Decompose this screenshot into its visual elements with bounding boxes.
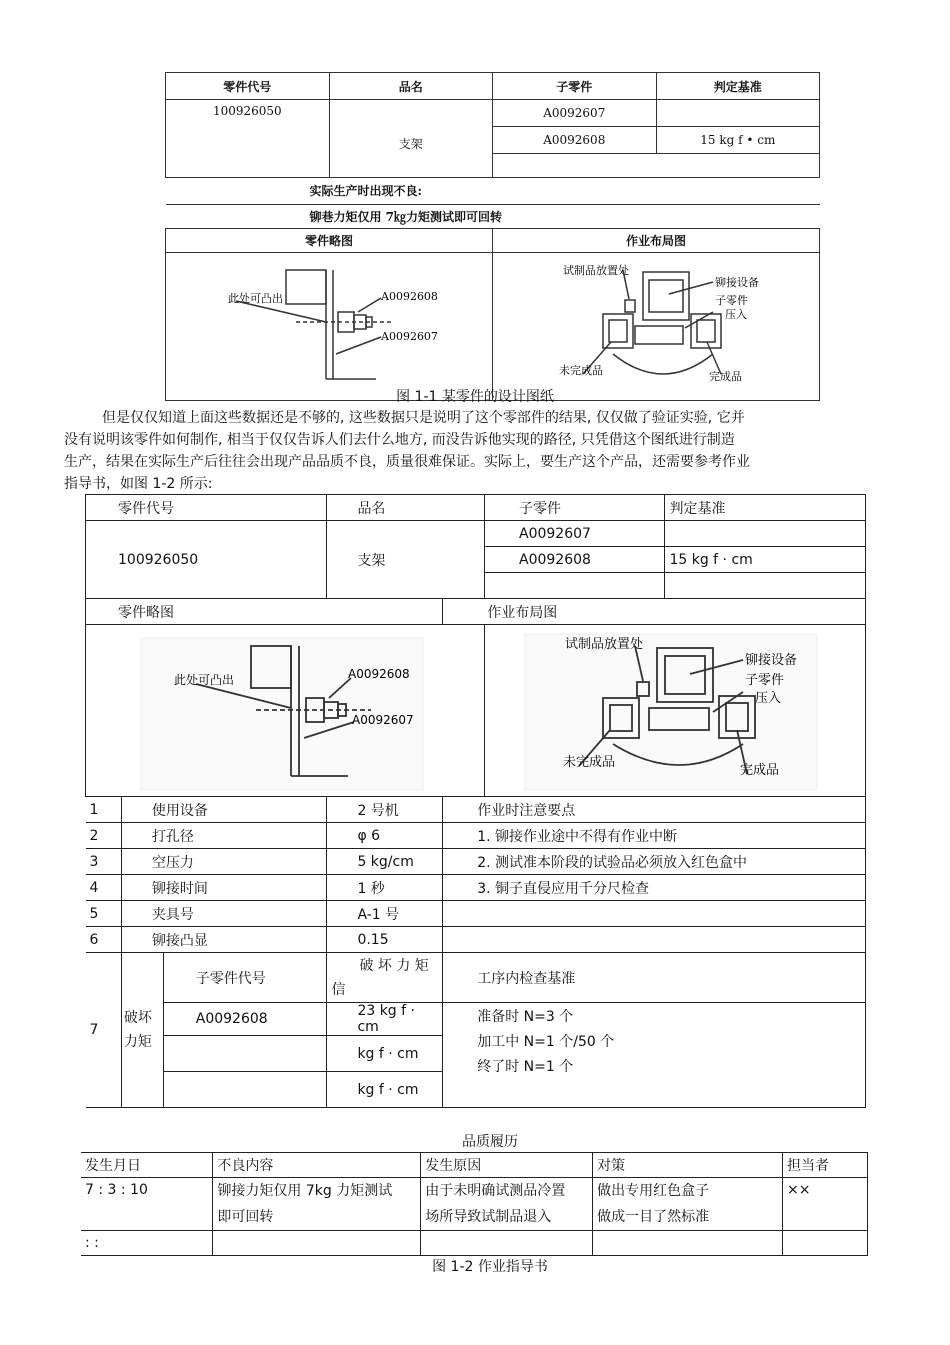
row-no: 5 <box>86 901 122 927</box>
sketch-sub1-label: A0092607 <box>381 329 438 343</box>
layout-riveter-label: 铆接设备 <box>714 275 759 289</box>
paragraph-line-2: 没有说明该零件如何制作, 相当于仅仅告诉人们去什么地方, 而没告诉他实现的路径, 只凭借这个图纸进行制造 <box>64 432 735 448</box>
row7-check-header: 工序内检查基准 <box>443 953 866 1003</box>
t3-measure-line1: 做出专用红色盒子 <box>597 1183 710 1199</box>
row-item: 空压力 <box>121 849 327 875</box>
layout-trial-label: 试制品放置处 <box>562 263 629 277</box>
t2-part-no: 100926050 <box>86 521 327 599</box>
fig1-sketch-cell <box>166 253 493 401</box>
row7-val-header-line2: 信 <box>331 981 346 998</box>
t2-header-name: 品名 <box>327 495 485 521</box>
layout-press-label1: 子零件 <box>714 293 748 307</box>
t2-layout-riveter-label: 铆接设备 <box>745 652 798 668</box>
figure-1-2-caption: 图 1-2 作业指导书 <box>432 1259 548 1275</box>
body-paragraph <box>64 407 884 495</box>
row-value: A-1 号 <box>327 901 443 927</box>
paragraph-line-4: 指导书，如图 1-2 所示: <box>64 476 213 492</box>
row7-v1: 23 kg f · cm <box>327 1003 443 1036</box>
t3-defect <box>213 1178 421 1231</box>
fig1-note-line1: 实际生产时出现不良: <box>309 184 422 198</box>
row-no: 2 <box>86 823 122 849</box>
quality-history-table <box>81 1152 868 1256</box>
fig1-sub2: A0092608 <box>492 127 656 154</box>
table-row <box>81 1178 868 1231</box>
work-layout-diagram <box>493 254 815 400</box>
t3-defect-line2: 即可回转 <box>217 1209 274 1225</box>
row-value: φ 6 <box>327 823 443 849</box>
row-no: 6 <box>86 927 122 953</box>
t2-row <box>86 875 866 901</box>
t3-empty-date: : : <box>81 1231 213 1256</box>
t3-header-owner: 担当者 <box>783 1153 868 1178</box>
row-no: 3 <box>86 849 122 875</box>
t3-cause <box>421 1178 593 1231</box>
row7-label-line1: 破坏 <box>123 1010 152 1026</box>
layout-press-label2: 压入 <box>724 307 747 321</box>
fig1-header-part-no: 零件代号 <box>166 73 330 100</box>
row-no: 1 <box>86 797 122 823</box>
fig1-note-line2: 铆巷力矩仅用 7㎏力矩测试即可回转 <box>309 210 503 224</box>
row-note <box>443 927 866 953</box>
fig1-layout-cell <box>492 253 819 401</box>
t2-sketch-protrude-label: 此处可凸出 <box>174 672 235 687</box>
t2-sketch-label: 零件略图 <box>86 599 443 625</box>
row7-sub-header: 子零件代号 <box>163 953 327 1003</box>
row-note: 3. 铜子直侵应用千分尺检查 <box>443 875 866 901</box>
row7-check <box>443 1003 866 1108</box>
fig1-part-no: 100926050 <box>166 100 330 178</box>
t2-sub1: A0092607 <box>485 521 665 547</box>
t2-layout-cell <box>485 625 866 797</box>
t2-layout-trial-label: 试制品放置处 <box>565 636 644 652</box>
t3-defect-line1: 铆接力矩仅用 7kg 力矩测试 <box>217 1183 393 1199</box>
t3-owner: ×× <box>783 1178 868 1231</box>
t3-measure-line2: 做成一目了然标准 <box>597 1209 710 1225</box>
row-no: 4 <box>86 875 122 901</box>
row-item: 夹具号 <box>121 901 327 927</box>
row-value: 2 号机 <box>327 797 443 823</box>
part-sketch-diagram <box>166 254 488 400</box>
t2-layout-press-label2: 压入 <box>755 690 782 706</box>
fig1-criterion: 15 kg f • cm <box>656 127 819 154</box>
t3-header-measure: 对策 <box>593 1153 783 1178</box>
t2-layout-unfinished-label: 未完成品 <box>563 754 616 770</box>
t2-work-layout <box>485 626 865 796</box>
row7-label-line2: 力矩 <box>123 1034 152 1050</box>
t3-header-date: 发生月日 <box>81 1153 213 1178</box>
t2-header-part-no: 零件代号 <box>86 495 327 521</box>
fig1-header-name: 品名 <box>329 73 492 100</box>
row7-v2: kg f · cm <box>327 1036 443 1072</box>
row-value: 0.15 <box>327 927 443 953</box>
t3-measure <box>593 1178 783 1231</box>
t3-cause-line1: 由于未明确试测品冷置 <box>425 1183 566 1199</box>
fig1-name: 支架 <box>329 100 492 178</box>
row-item: 铆接时间 <box>121 875 327 901</box>
row-value: 5 kg/cm <box>327 849 443 875</box>
t2-header-criterion: 判定基准 <box>665 495 866 521</box>
t3-cause-line2: 场所导致试制品退入 <box>425 1209 552 1225</box>
row-item: 使用设备 <box>121 797 327 823</box>
t3-header-cause: 发生原因 <box>421 1153 593 1178</box>
fig1-header-sub: 子零件 <box>492 73 656 100</box>
t2-sub2: A0092608 <box>485 547 665 573</box>
history-title: 品质履历 <box>462 1134 518 1150</box>
row7-val-header <box>327 953 443 1003</box>
figure-1-1 <box>160 72 820 384</box>
row7-v3: kg f · cm <box>327 1072 443 1108</box>
t3-header-defect: 不良内容 <box>213 1153 421 1178</box>
t2-row <box>86 823 866 849</box>
figure-1-1-caption: 图 1-1 某零件的设计图纸 <box>396 389 554 405</box>
t2-sketch-sub2-label: A0092608 <box>348 666 410 681</box>
row7-check-line2: 加工中 N=1 个/50 个 <box>477 1034 615 1050</box>
t2-sketch-sub1-label: A0092607 <box>352 712 414 727</box>
row7-check-line1: 准备时 N=3 个 <box>477 1009 574 1025</box>
design-drawing-table <box>165 72 820 401</box>
row7-val-header-line1: 破 坏 力 矩 <box>359 957 429 974</box>
t2-name: 支架 <box>327 521 485 599</box>
t2-part-sketch <box>86 626 484 796</box>
sketch-sub2-label: A0092608 <box>381 289 438 303</box>
table-row <box>81 1231 868 1256</box>
fig1-header-criterion: 判定基准 <box>656 73 819 100</box>
fig1-sketch-label: 零件略图 <box>166 229 493 253</box>
work-instruction-table <box>85 494 866 1108</box>
row-note: 1. 铆接作业途中不得有作业中断 <box>443 823 866 849</box>
row-value: 1 秒 <box>327 875 443 901</box>
t2-criterion: 15 kg f · cm <box>665 547 866 573</box>
row7-sub: A0092608 <box>163 1003 327 1036</box>
row-note <box>443 901 866 927</box>
fig1-layout-label: 作业布局图 <box>492 229 819 253</box>
layout-unfinished-label: 未完成品 <box>558 363 603 377</box>
row7-no: 7 <box>86 953 122 1108</box>
t2-header-sub: 子零件 <box>485 495 665 521</box>
t2-row <box>86 901 866 927</box>
row7-check-line3: 终了时 N=1 个 <box>477 1059 574 1075</box>
t2-row <box>86 927 866 953</box>
paragraph-line-1: 但是仅仅知道上面这些数据还是不够的, 这些数据只是说明了这个零部件的结果, 仅仅做了验证实验, 它并 <box>102 410 745 426</box>
row-note: 作业时注意要点 <box>443 797 866 823</box>
t2-row <box>86 849 866 875</box>
t2-layout-label: 作业布局图 <box>443 599 866 625</box>
row-note: 2. 测试准本阶段的试验品必须放入红色盒中 <box>443 849 866 875</box>
fig1-sub1: A0092607 <box>492 100 656 127</box>
t3-date: 7 : 3 : 10 <box>81 1178 213 1231</box>
t2-layout-finished-label: 完成品 <box>740 762 780 778</box>
paragraph-line-3: 生产，结果在实际生产后往往会出现产品品质不良，质量很难保证。实际上，要生产这个产品，还需要参考作业 <box>64 454 750 470</box>
t2-sketch-cell <box>86 625 485 797</box>
row7-label <box>121 953 163 1108</box>
layout-finished-label: 完成品 <box>708 369 742 383</box>
sketch-protrude-label: 此处可凸出 <box>228 291 283 305</box>
row-item: 打孔径 <box>121 823 327 849</box>
t2-row <box>86 797 866 823</box>
row-item: 铆接凸显 <box>121 927 327 953</box>
t2-layout-press-label1: 子零件 <box>745 672 785 688</box>
